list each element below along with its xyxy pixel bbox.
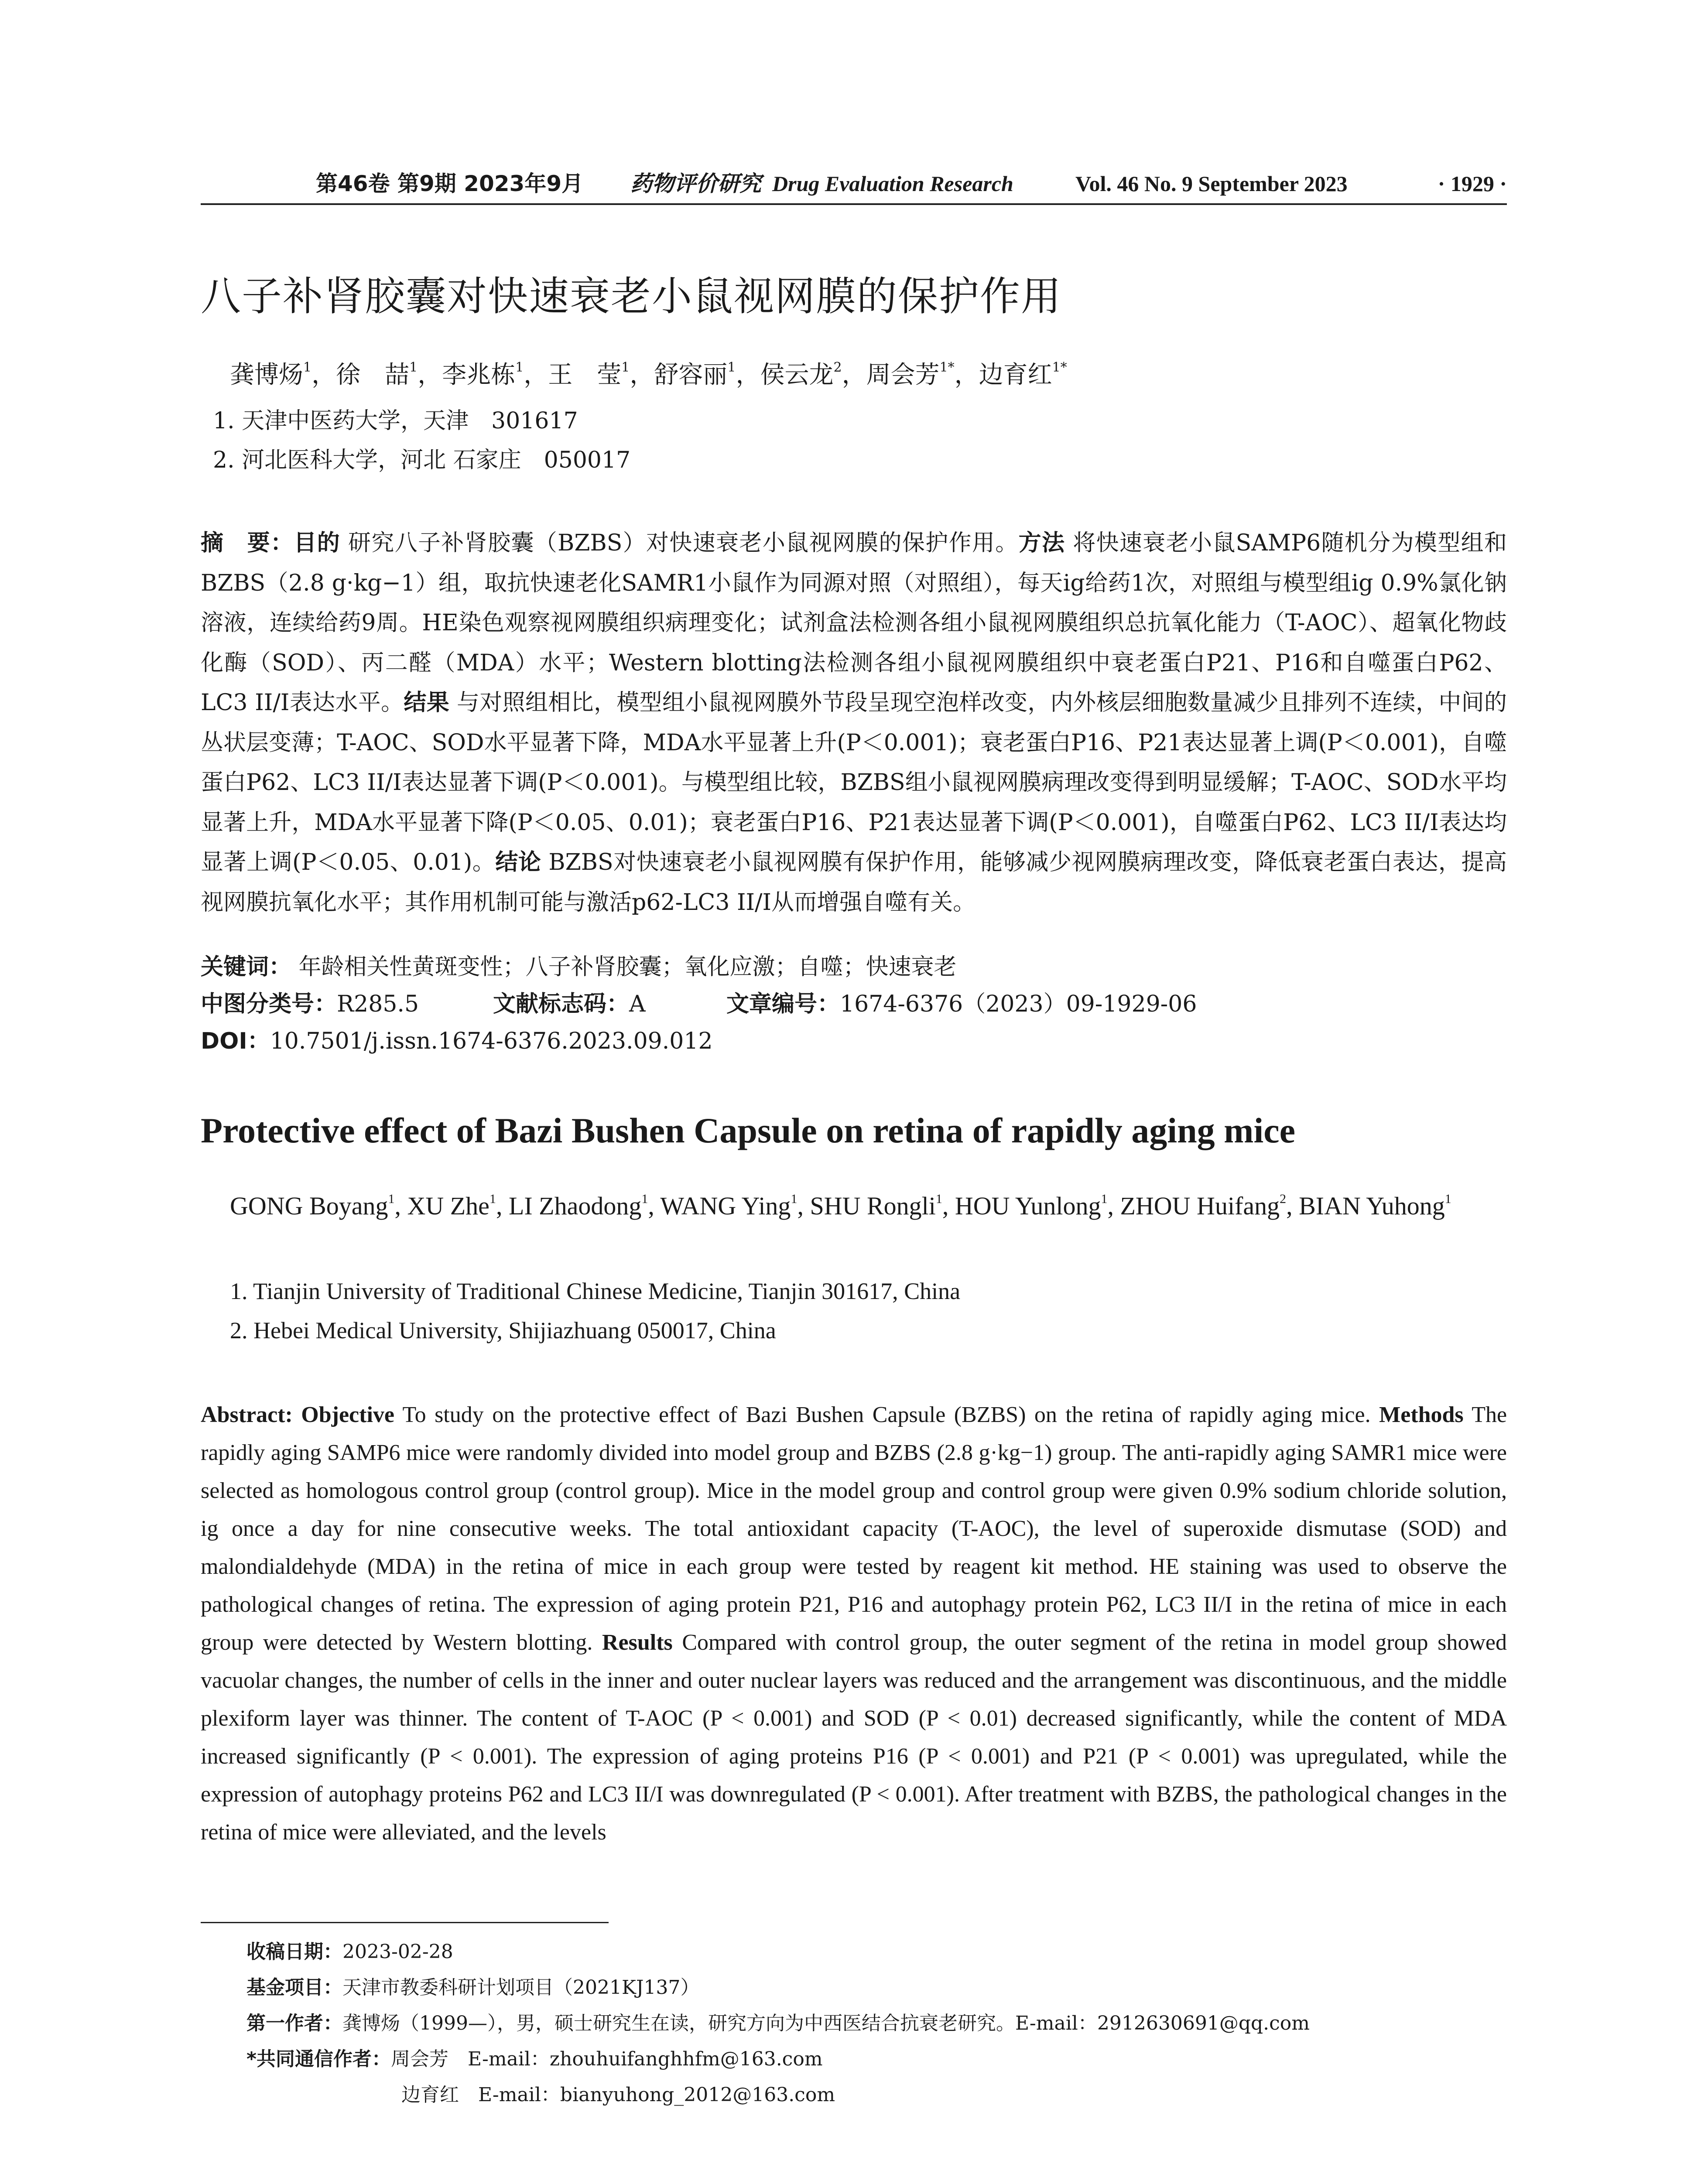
- purpose-text: 研究八子补肾胶囊（BZBS）对快速衰老小鼠视网膜的保护作用。: [348, 530, 1019, 556]
- cn-author: [230, 361, 311, 389]
- author-affiliation-mark: 1: [935, 1192, 942, 1206]
- author-affiliation-mark: 1: [641, 1192, 648, 1206]
- cn-author: [654, 361, 736, 389]
- results-label-cn: 结果: [404, 690, 450, 716]
- author-name: BIAN Yuhong: [1299, 1192, 1445, 1220]
- author-affiliation-mark: 1*: [939, 360, 955, 375]
- author-affiliation-mark: 1: [621, 360, 630, 375]
- methods-text-cn: 将快速衰老小鼠SAMP6随机分为模型组和BZBS（2.8 g·kg−1）组，取抗快速老化SAMR1小鼠作为同源对照（对照组），每天ig给药1次，对照组与模型组ig 0.9%氯化钠溶液，连续给药9周。HE染色观察视网膜组织病理变化；试剂盒法检测各组小鼠视网膜组织总抗氧化能力（T-AOC）、超氧化物歧化酶（SOD）、丙二醛（MDA）水平；Western blotting法检测各组小鼠视网膜组织中衰老蛋白P21、P16和自噬蛋白P62、LC3 II/I表达水平。: [201, 530, 1507, 716]
- fund-value: 天津市教委科研计划项目（2021KJ137）: [342, 1976, 700, 1999]
- author-name: 舒容丽: [654, 361, 728, 389]
- author-affiliation-mark: 1: [489, 1192, 496, 1206]
- footnote-rule: [201, 1922, 609, 1923]
- author-affiliation-mark: 1: [388, 1192, 395, 1206]
- clc-value: R285.5: [337, 991, 419, 1017]
- doi-line: [201, 1023, 713, 1060]
- author-name: 侯云龙: [760, 361, 834, 389]
- cn-author: [548, 361, 630, 389]
- corr-value-1: 周会芳 E-mail：zhouhuifanghhfm@163.com: [391, 2048, 823, 2070]
- abstract-cn: [201, 523, 1507, 955]
- author-affiliation-mark: 1: [727, 360, 736, 375]
- corr-value-2: 边育红 E-mail：bianyuhong_2012@163.com: [401, 2084, 835, 2106]
- results-text-cn: 与对照组相比，模型组小鼠视网膜外节段呈现空泡样改变，内外核层细胞数量减少且排列不连续，中间的丛状层变薄；T-AOC、SOD水平显著下降，MDA水平显著上升(P＜0.001)；衰老蛋白P16、P21表达显著上调(P＜0.001)，自噬蛋白P62、LC3 II/I表达显著下调(P＜0.001)。与模型组比较，BZBS组小鼠视网膜病理改变得到明显缓解；T-AOC、SOD水平均显著上升，MDA水平显著下降(P＜0.05、0.01)；衰老蛋白P16、P21表达显著下调(P＜0.001)，自噬蛋白P62、LC3 II/I表达均显著上调(P＜0.05、0.01)。: [201, 690, 1507, 875]
- purpose-label: 目的: [294, 530, 341, 556]
- doc-code-label: 文献标志码：: [493, 991, 630, 1017]
- en-author: [1299, 1192, 1451, 1220]
- author-list-cn: 龚博炀$^1$，徐 喆$^1$，李兆栋$^1$，王 莹$^1$，舒容丽$^1$，侯云龙$^2$，周会芳$^{1*}$，边育红$^{1*}$: [230, 360, 1067, 389]
- abstract-label-cn: 摘 要：: [201, 530, 294, 556]
- corresponding-author-1: [246, 2044, 823, 2075]
- cn-author: [336, 361, 418, 389]
- author-affiliation-mark: 1: [303, 360, 312, 375]
- abstract-label-en: Abstract:: [201, 1402, 293, 1427]
- methods-text-en: The rapidly aging SAMP6 mice were randomly divided into model group and BZBS (2.8 g·kg−1) group. The anti-rapidly aging SAMR1 mice were selected as homologous control group (control group). Mice in the model group and control group were given 0.9% sodium chloride solution, ig once a day for nine consecutive weeks. The total antioxidant capacity (T-AOC), the level of superoxide dismutase (SOD) and malondialdehyde (MDA) in the retina of mice in each group were tested by reagent kit method. HE staining was used to observe the pathological changes of retina. The expression of aging protein P21, P16 and autophagy protein P62, LC3 II/I in the retina of mice in each group were detected by Western blotting.: [201, 1402, 1507, 1655]
- author-name: 王 莹: [548, 361, 622, 389]
- fund-project: [246, 1972, 699, 2003]
- affiliation-cn-2: 2. 河北医科大学，河北 石家庄 050017: [213, 447, 631, 473]
- objective-text: To study on the protective effect of Bazi Bushen Capsule (BZBS) on the retina of rapidly aging mice.: [402, 1402, 1371, 1427]
- en-author: [509, 1192, 648, 1220]
- journal-logo: 药物评价研究: [630, 171, 761, 196]
- volume-en: Vol. 46 No. 9 September 2023: [1075, 171, 1348, 196]
- en-author: [407, 1192, 496, 1220]
- methods-label-en: Methods: [1379, 1402, 1464, 1427]
- author-name: WANG Ying: [660, 1192, 791, 1220]
- methods-label-cn: 方法: [1018, 530, 1065, 556]
- running-header: [201, 166, 1507, 202]
- keywords-cn: [201, 949, 957, 985]
- page-number: · 1929 ·: [1438, 171, 1507, 196]
- received-date: [246, 1937, 453, 1967]
- affiliation-cn-1: 1. 天津中医药大学，天津 301617: [213, 408, 578, 434]
- author-affiliation-mark: 1: [409, 360, 418, 375]
- cn-author: [979, 361, 1067, 389]
- author-list-en: GONG Boyang$^1$, XU Zhe$^1$, LI Zhaodong$^1$, WANG Ying$^1$, SHU Rongli$^1$, HOU Yunlong$^1$, ZHOU Huifang$^2$, BIAN Yuhong$^1$: [230, 1192, 1451, 1220]
- author-name: 边育红: [979, 361, 1052, 389]
- en-author: [1120, 1192, 1286, 1220]
- keywords-label: 关键词：: [201, 954, 292, 980]
- en-author: [810, 1192, 942, 1220]
- doi-value[interactable]: 10.7501/j.issn.1674-6376.2023.09.012: [270, 1028, 713, 1054]
- cn-author: [866, 361, 955, 389]
- doc-code-value: A: [629, 991, 646, 1017]
- author-affiliation-mark: 2: [833, 360, 842, 375]
- header-rule: [201, 203, 1507, 205]
- author-name: 李兆栋: [442, 361, 516, 389]
- corresponding-author-2: [401, 2080, 835, 2110]
- page-title-en: Protective effect of Bazi Bushen Capsule on retina of rapidly aging mice: [201, 1111, 1296, 1150]
- article-no-value: 1674-6376（2023）09-1929-06: [840, 991, 1197, 1017]
- author-name: LI Zhaodong: [508, 1192, 642, 1220]
- author-affiliation-mark: 1*: [1052, 360, 1067, 375]
- author-name: ZHOU Huifang: [1120, 1192, 1280, 1220]
- author-name: GONG Boyang: [230, 1192, 388, 1220]
- results-label-en: Results: [602, 1630, 673, 1655]
- objective-label: Objective: [301, 1402, 394, 1427]
- issue-cn: 第46卷 第9期 2023年9月: [316, 171, 584, 196]
- conclusion-text-cn: BZBS对快速衰老小鼠视网膜有保护作用，能够减少视网膜病理改变，降低衰老蛋白表达，提高视网膜抗氧化水平；其作用机制可能与激活p62-LC3 II/I从而增强自噬有关。: [201, 849, 1507, 916]
- results-text-en: Compared with control group, the outer segment of the retina in model group showed vacuolar changes, the number of cells in the inner and outer nuclear layers was reduced and the arrangement was discontinuous, and the middle plexiform layer was thinner. The content of T-AOC (P < 0.001) and SOD (P < 0.01) decreased significantly, while the content of MDA increased significantly (P < 0.001). The expression of aging proteins P16 (P < 0.001) and P21 (P < 0.001) was upregulated, while the expression of autophagy proteins P62 and LC3 II/I was downregulated (P < 0.001). After treatment with BZBS, the pathological changes in the retina of mice were alleviated, and the levels: [201, 1630, 1507, 1845]
- received-value: 2023-02-28: [342, 1941, 453, 1963]
- affiliation-en-1: 1. Tianjin University of Traditional Chinese Medicine, Tianjin 301617, China: [230, 1278, 961, 1304]
- first-author-label: 第一作者：: [246, 2012, 342, 2034]
- first-author-note: [246, 2008, 1310, 2039]
- corr-label: *共同通信作者：: [246, 2048, 391, 2070]
- keywords-text: 年龄相关性黄斑变性；八子补肾胶囊；氧化应激；自噬；快速衰老: [298, 954, 957, 980]
- cn-author: [442, 361, 524, 389]
- author-affiliation-mark: 1: [1444, 1192, 1451, 1206]
- article-no-label: 文章编号：: [726, 991, 840, 1017]
- clc-label: 中图分类号：: [201, 991, 337, 1017]
- author-name: 徐 喆: [336, 361, 410, 389]
- en-author: [230, 1192, 394, 1220]
- author-affiliation-mark: 1: [515, 360, 524, 375]
- en-author: [955, 1192, 1108, 1220]
- first-author-value: 龚博炀（1999—），男，硕士研究生在读，研究方向为中西医结合抗衰老研究。E-mail：2912630691@qq.com: [342, 2012, 1310, 2034]
- author-affiliation-mark: 1: [791, 1192, 798, 1206]
- author-name: 龚博炀: [230, 361, 303, 389]
- cn-author: [760, 361, 842, 389]
- affiliation-en-2: 2. Hebei Medical University, Shijiazhuang 050017, China: [230, 1317, 776, 1343]
- conclusion-label-cn: 结论: [495, 849, 541, 875]
- author-name: SHU Rongli: [810, 1192, 936, 1220]
- journal-name-en: Drug Evaluation Research: [772, 171, 1013, 196]
- author-name: 周会芳: [866, 361, 940, 389]
- abstract-en: [201, 1396, 1507, 1871]
- doi-label: DOI：: [201, 1028, 270, 1054]
- received-label: 收稿日期：: [246, 1941, 342, 1963]
- page-title-cn: 八子补肾胶囊对快速衰老小鼠视网膜的保护作用: [201, 273, 1062, 320]
- author-affiliation-mark: 1: [1101, 1192, 1108, 1206]
- author-affiliation-mark: 2: [1280, 1192, 1287, 1206]
- en-author: [660, 1192, 797, 1220]
- author-name: HOU Yunlong: [955, 1192, 1101, 1220]
- fund-label: 基金项目：: [246, 1976, 342, 1999]
- author-name: XU Zhe: [407, 1192, 489, 1220]
